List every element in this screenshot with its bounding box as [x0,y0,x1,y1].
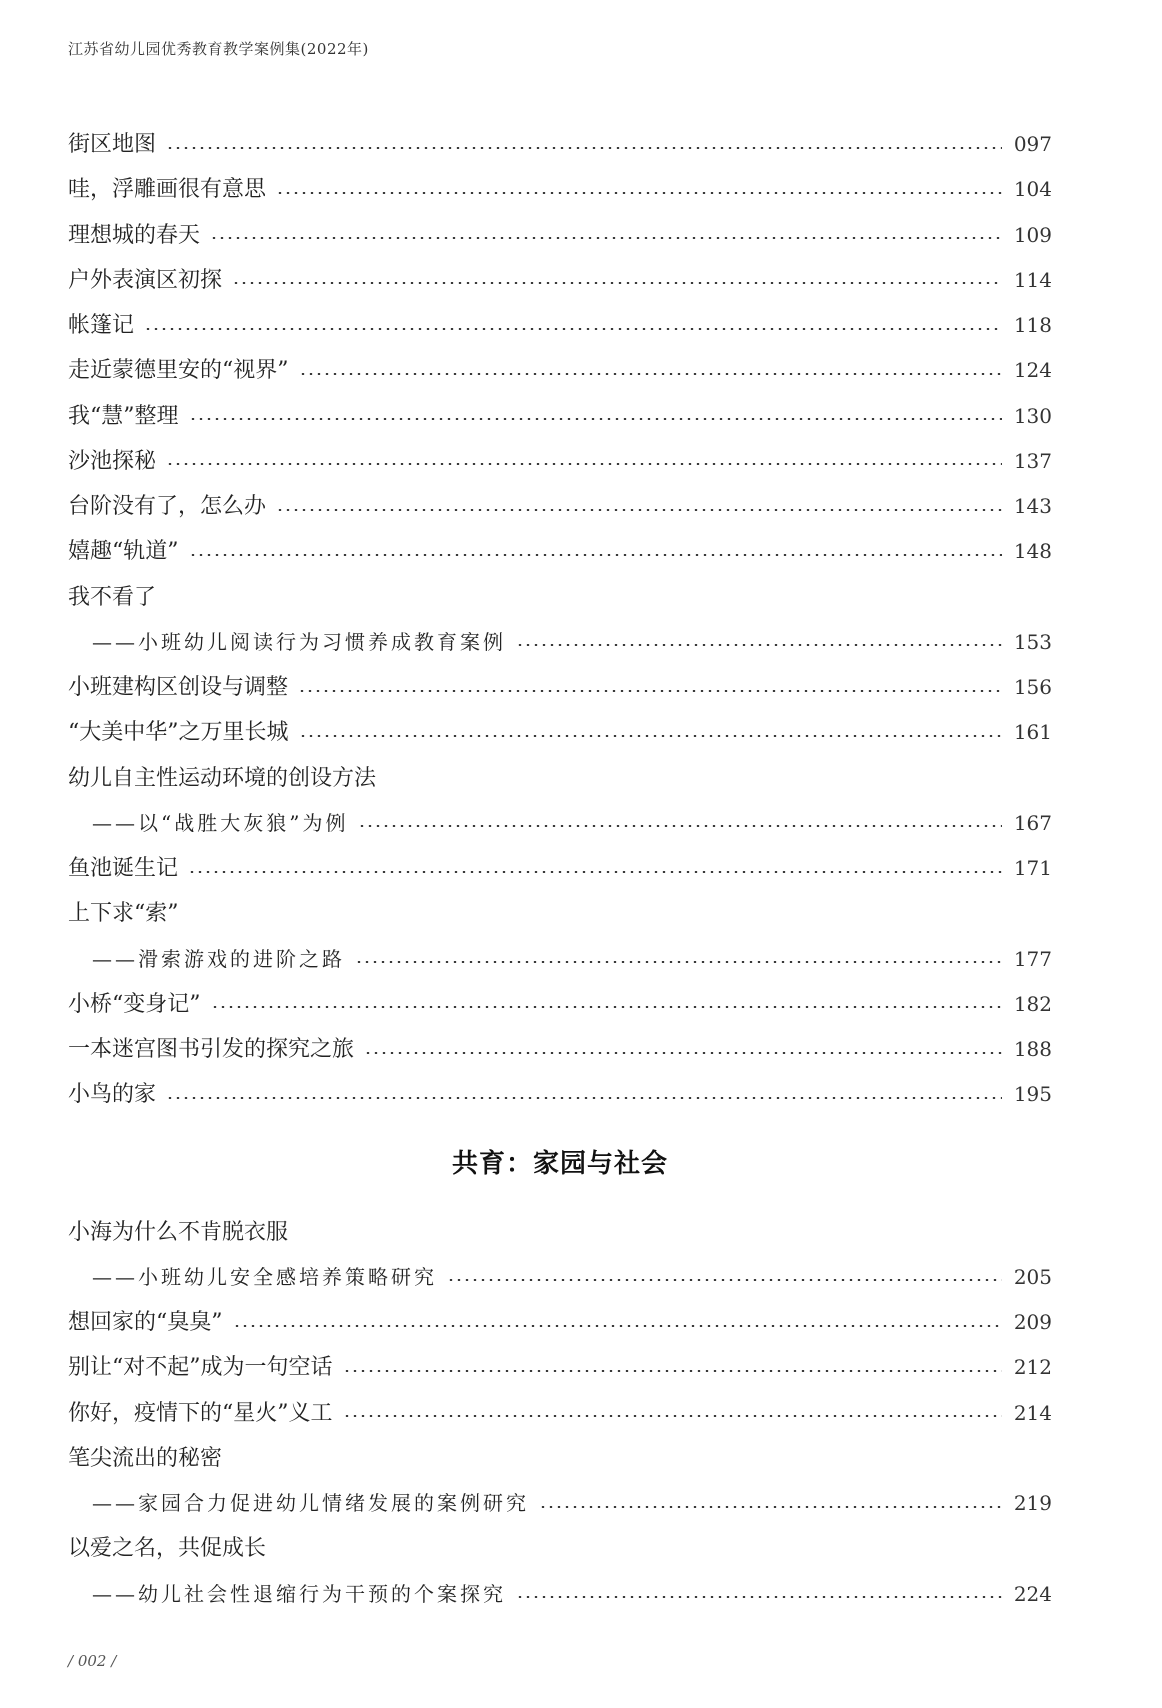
toc-entry-title: 别让“对不起”成为一句空话 [68,1355,333,1381]
dot-leader [355,961,1002,963]
dot-leader [516,644,1002,646]
dot-leader [189,554,1003,556]
toc-entry-row [68,1436,1052,1481]
table-of-contents [68,122,1052,1617]
dot-leader [188,871,1002,873]
dot-leader [539,1506,1002,1508]
toc-entry-row [68,213,1052,258]
dot-leader [343,1370,1003,1372]
dot-leader [189,418,1003,420]
toc-entry-row [68,348,1052,393]
toc-entry-title: 小海为什么不肯脱衣服 [68,1219,289,1245]
toc-entry-row [68,1072,1052,1117]
toc-entry-row [68,665,1052,710]
toc-entry-title: 幼儿自主性运动环境的创设方法 [68,765,377,791]
toc-entry-row [68,982,1052,1027]
toc-entry-title: 台阶没有了，怎么办 [68,494,267,519]
dot-leader [166,463,1002,465]
dot-leader [211,1006,1003,1008]
toc-entry-title: 哇，浮雕画很有意思 [68,177,267,203]
toc-entry-row [68,891,1052,936]
toc-entry-row [68,1300,1052,1345]
toc-entry-row [68,756,1052,801]
toc-entry-row [68,710,1052,755]
toc-entry-row [68,1345,1052,1390]
toc-entry-row [68,303,1052,348]
toc-page-number: 148 [1013,539,1052,564]
dot-leader [276,192,1002,194]
toc-entry-row [68,122,1052,167]
dot-leader [276,509,1002,511]
toc-subtitle-row [68,937,1052,982]
dot-leader [299,735,1003,737]
toc-subtitle-row [68,1481,1052,1526]
toc-page-number: 114 [1013,267,1052,292]
toc-page-number: 137 [1013,448,1052,473]
toc-entry-title: 沙池探秘 [68,448,157,474]
dot-leader [144,328,1002,330]
toc-page-number: 171 [1013,856,1052,880]
toc-entry-row [68,1027,1052,1072]
toc-entry-row [68,439,1052,484]
toc-page-number: 195 [1013,1082,1052,1107]
dot-leader [233,1325,1003,1327]
toc-subtitle-row [68,1255,1052,1300]
toc-subtitle: ——家园合力促进幼儿情绪发展的案例研究 [92,1491,529,1515]
toc-entry-title: 鱼池诞生记 [68,856,179,881]
toc-entry-title: 街区地图 [68,132,157,157]
toc-page-number: 124 [1013,358,1052,383]
toc-page-number: 205 [1013,1264,1052,1289]
toc-entry-title: 以爱之名，共促成长 [68,1536,267,1562]
toc-entry-title: 一本迷宫图书引发的探究之旅 [68,1037,355,1062]
toc-entry-title: 嬉趣“轨道” [68,539,179,565]
toc-subtitle: ——滑索游戏的进阶之路 [92,946,345,971]
toc-page-number: 104 [1013,177,1052,202]
dot-leader [232,282,1002,284]
toc-subtitle: ——幼儿社会性退缩行为干预的个案探究 [92,1581,506,1606]
toc-page-number: 182 [1013,991,1052,1016]
toc-entry-row [68,846,1052,891]
toc-entry-row [68,1526,1052,1571]
toc-subtitle: ——以“战胜大灰狼”为例 [92,810,349,835]
toc-page-number: 130 [1013,403,1052,428]
toc-page-number: 167 [1013,810,1052,835]
toc-entry-row [68,575,1052,620]
toc-page-number: 118 [1013,313,1052,337]
toc-page-number: 214 [1013,1400,1052,1425]
toc-entry-title: 理想城的春天 [68,222,201,248]
toc-entry-title: 我不看了 [68,584,157,610]
toc-subtitle-row [68,801,1052,846]
toc-entry-title: 笔尖流出的秘密 [68,1445,223,1471]
toc-entry-title: 我“慧”整理 [68,403,179,429]
toc-entry-title: 走近蒙德里安的“视界” [68,358,289,384]
toc-entry-row [68,529,1052,574]
toc-entry-row [68,484,1052,529]
dot-leader [299,373,1003,375]
toc-page-number: 097 [1013,132,1052,156]
toc-page-number: 109 [1013,222,1052,247]
toc-page-number: 219 [1013,1491,1052,1515]
toc-entry-title: 小桥“变身记” [68,991,201,1017]
toc-entry-title: 上下求“索” [68,901,179,927]
toc-entry-title: 小鸟的家 [68,1082,157,1108]
toc-entry-title: 户外表演区初探 [68,267,223,293]
toc-subtitle-row [68,620,1052,665]
toc-entry-title: “大美中华”之万里长城 [68,720,289,746]
toc-page-number: 209 [1013,1310,1052,1334]
dot-leader [166,1097,1002,1099]
toc-entry-row [68,167,1052,212]
toc-page-number: 143 [1013,494,1052,518]
toc-page-number: 188 [1013,1037,1052,1061]
toc-subtitle-row [68,1572,1052,1617]
section-title: 共育：家园与社会 [451,1148,668,1179]
dot-leader [358,825,1002,827]
toc-page-number: 212 [1013,1355,1052,1380]
toc-section-1 [68,122,1052,1118]
toc-subtitle: ——小班幼儿阅读行为习惯养成教育案例 [92,629,506,654]
toc-page-number: 224 [1013,1581,1052,1606]
toc-page-number: 161 [1013,720,1052,745]
toc-entry-title: 帐篷记 [68,313,135,338]
dot-leader [166,147,1002,149]
toc-subtitle: ——小班幼儿安全感培养策略研究 [92,1264,437,1289]
dot-leader [364,1052,1002,1054]
dot-leader [343,1415,1003,1417]
toc-entry-row [68,1210,1052,1255]
page-number-footer: / 002 / [68,1652,117,1670]
toc-entry-title: 你好，疫情下的“星火”义工 [68,1400,333,1426]
toc-page-number: 153 [1013,629,1052,654]
toc-entry-title: 想回家的“臭臭” [68,1310,223,1335]
dot-leader [210,237,1002,239]
dot-leader [516,1596,1002,1598]
toc-section-2 [68,1210,1052,1617]
dot-leader [447,1279,1002,1281]
toc-entry-row [68,394,1052,439]
toc-entry-title: 小班建构区创设与调整 [68,675,289,700]
toc-page-number: 177 [1013,946,1052,971]
dot-leader [298,690,1002,692]
toc-entry-row [68,1391,1052,1436]
running-header: 江苏省幼儿园优秀教育教学案例集(2022年) [68,40,369,58]
toc-entry-row [68,258,1052,303]
toc-page-number: 156 [1013,675,1052,699]
